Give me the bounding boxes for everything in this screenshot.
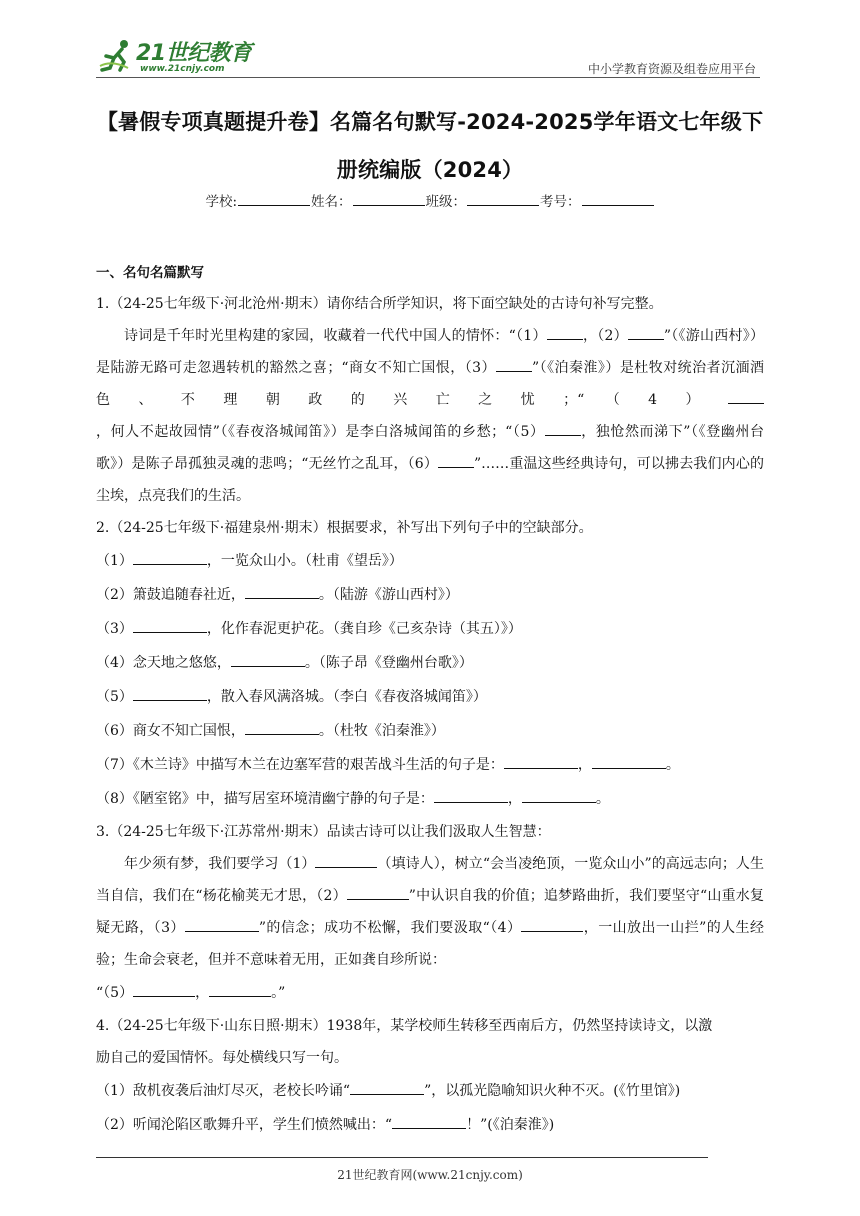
q1-blank-2[interactable] <box>628 325 664 340</box>
q1-blank-5[interactable] <box>545 421 581 436</box>
title-line-2: 册统编版（2024） <box>336 158 524 182</box>
q4-blank-2[interactable] <box>392 1114 466 1129</box>
q2-item-text: ， <box>507 791 522 807</box>
q3-text: ”的信念；成功不松懈，我们要汲取“（4） <box>258 920 522 936</box>
q2-item-text: ，一览众山小。（杜甫《望岳》） <box>206 553 403 569</box>
q3-text: 年少须有梦，我们要学习（1） <box>124 856 316 872</box>
q3-text: （填诗人），树立“会当凌绝顶，一览众山小”的高远志向；人生当自信，我们在“杨花榆荚无才思，（2） <box>96 856 764 904</box>
q2-blank[interactable] <box>434 788 508 803</box>
q2-item-text: 。（杜牧《泊秦淮》） <box>318 723 445 739</box>
q1-text: ，何人不起故园情”（《春夜洛城闻笛》）是李白洛城闻笛的乡愁；“（5） <box>96 424 545 440</box>
school-label: 学校: <box>205 194 238 210</box>
q3-text: ”中认识自我的价值；追梦路曲折，我们要坚守“山重水复疑无路，（3） <box>96 888 764 936</box>
q3-blank-4[interactable] <box>521 917 583 932</box>
q3-blank-3[interactable] <box>185 917 259 932</box>
q2-item-text: ，化作春泥更护花。（龚自珍《己亥杂诗（其五）》） <box>206 621 522 637</box>
q1-blank-3[interactable] <box>496 357 532 372</box>
school-blank[interactable] <box>238 193 310 206</box>
q1-text: ”……重温这些经典诗句，可以拂去我们内心的尘埃，点亮我们的生活。 <box>96 456 764 504</box>
q1-text: ”（《游山西村》）是陆游无路可走忽遇转机的豁然之喜；“商女不知亡国恨，（3） <box>96 328 764 376</box>
name-blank[interactable] <box>353 193 425 206</box>
q3-text: 。” <box>271 985 286 1001</box>
name-label: 姓名： <box>311 194 352 210</box>
q4-item-text: ！”(《泊秦淮》) <box>466 1117 555 1133</box>
q2-item <box>96 748 764 782</box>
question-1-passage <box>96 320 764 512</box>
q2-item-text: 。 <box>595 791 610 807</box>
q2-item <box>96 680 764 714</box>
q2-item-text: （6）商女不知亡国恨， <box>96 723 245 739</box>
q2-blank[interactable] <box>592 754 666 769</box>
class-label: 班级： <box>425 194 467 210</box>
q2-item-text: （5） <box>96 689 133 705</box>
q3-blank-2[interactable] <box>347 885 409 900</box>
q2-item <box>96 544 764 578</box>
question-4-stem-1: 4.（24-25七年级下·山东日照·期末）1938年，某学校师生转移至西南后方，仍然坚持读诗文，以激 <box>96 1018 713 1034</box>
q1-blank-6[interactable] <box>438 453 474 468</box>
logo-url: www.21cnjy.com <box>140 64 225 74</box>
q2-item-text: 。 <box>665 757 680 773</box>
q3-text: ，一山放出一山拦”的人生经验；生命会衰老，但并不意味着无用，正如龚自珍所说： <box>96 920 764 968</box>
q3-text: ， <box>195 985 210 1001</box>
q2-blank[interactable] <box>133 686 207 701</box>
footer-divider <box>96 1157 708 1158</box>
q2-item-text: （8）《陋室铭》中，描写居室环境清幽宁静的句子是： <box>96 791 434 807</box>
q2-blank[interactable] <box>522 788 596 803</box>
q3-last-line <box>96 976 764 1010</box>
question-3-stem: 3.（24-25七年级下·江苏常州·期末）品读古诗可以让我们汲取人生智慧： <box>96 824 551 840</box>
question-2-stem: 2.（24-25七年级下·福建泉州·期末）根据要求，补写出下列句子中的空缺部分。 <box>96 520 593 536</box>
q2-item-text: 。（陈子昂《登幽州台歌》） <box>304 655 473 671</box>
q2-item-text: （2）箫鼓追随春社近， <box>96 587 245 603</box>
q2-blank[interactable] <box>133 550 207 565</box>
q2-item <box>96 578 764 612</box>
q4-item <box>96 1074 764 1108</box>
q2-blank[interactable] <box>231 652 305 667</box>
q2-blank[interactable] <box>504 754 578 769</box>
q2-item-text: 。（陆游《游山西村》） <box>318 587 459 603</box>
q4-item-text: ”，以孤光隐喻知识火种不灭。(《竹里馆》) <box>424 1083 681 1099</box>
question-1-stem: 1.（24-25七年级下·河北沧州·期末）请你结合所学知识，将下面空缺处的古诗句补写完整。 <box>96 296 663 312</box>
q2-item-text: ， <box>577 757 592 773</box>
section-title: 一、名句名篇默写 <box>96 265 204 281</box>
q2-item <box>96 612 764 646</box>
q3-blank-1[interactable] <box>315 853 377 868</box>
q2-item-text: （4）念天地之悠悠， <box>96 655 231 671</box>
page-header <box>96 30 760 80</box>
header-divider <box>96 77 760 78</box>
q1-text: ”（《泊秦淮》）是杜牧对统治者沉湎酒色、不理朝政的兴亡之忧；“（4） <box>96 360 764 408</box>
title-line-1: 【暑假专项真题提升卷】名篇名句默写-2024-2025学年语文七年级下 <box>96 110 764 134</box>
exam-number-label: 考号： <box>540 194 581 210</box>
q4-item <box>96 1108 764 1142</box>
page-title <box>96 98 764 194</box>
q1-blank-1[interactable] <box>547 325 583 340</box>
q2-blank[interactable] <box>245 584 319 599</box>
q2-item <box>96 646 764 680</box>
q2-item-text: ，散入春风满洛城。（李白《春夜洛城闻笛》） <box>206 689 487 705</box>
q1-blank-4[interactable] <box>728 389 764 404</box>
question-3-passage <box>96 848 764 976</box>
q4-blank-1[interactable] <box>350 1080 424 1095</box>
q2-item-text: （1） <box>96 553 133 569</box>
q2-item <box>96 782 764 816</box>
exam-content <box>96 252 764 1142</box>
q3-blank-5a[interactable] <box>133 982 195 997</box>
question-4-stem-2: 励自己的爱国情怀。每处横线只写一句。 <box>96 1050 348 1066</box>
q1-text: ，（2） <box>582 328 628 344</box>
q2-item-text: （7）《木兰诗》中描写木兰在边塞军营的艰苦战斗生活的句子是： <box>96 757 504 773</box>
page-footer: 21世纪教育网(www.21cnjy.com) <box>337 1168 523 1182</box>
site-logo <box>96 34 266 78</box>
runner-icon <box>98 38 138 74</box>
logo-text: 21世纪教育 <box>136 41 252 66</box>
q4-item-text: （1）敌机夜袭后油灯尽灭，老校长吟诵“ <box>96 1083 351 1099</box>
header-tagline: 中小学教育资源及组卷应用平台 <box>587 62 756 76</box>
student-info-row <box>96 190 764 210</box>
q1-text: ，独怆然而涕下”（《登幽州台歌》）是陈子昂孤独灵魂的悲鸣；“无丝竹之乱耳，（6） <box>96 424 764 472</box>
q2-blank[interactable] <box>133 618 207 633</box>
exam-number-blank[interactable] <box>582 193 654 206</box>
q2-item-text: （3） <box>96 621 133 637</box>
q3-blank-5b[interactable] <box>209 982 271 997</box>
class-blank[interactable] <box>467 193 539 206</box>
q1-text: 诗词是千年时光里构建的家园，收藏着一代代中国人的情怀：“（1） <box>124 328 547 344</box>
q4-item-text: （2）听闻沦陷区歌舞升平，学生们愤然喊出：“ <box>96 1117 393 1133</box>
q2-blank[interactable] <box>245 720 319 735</box>
q3-text: “（5） <box>96 985 134 1001</box>
q2-item <box>96 714 764 748</box>
